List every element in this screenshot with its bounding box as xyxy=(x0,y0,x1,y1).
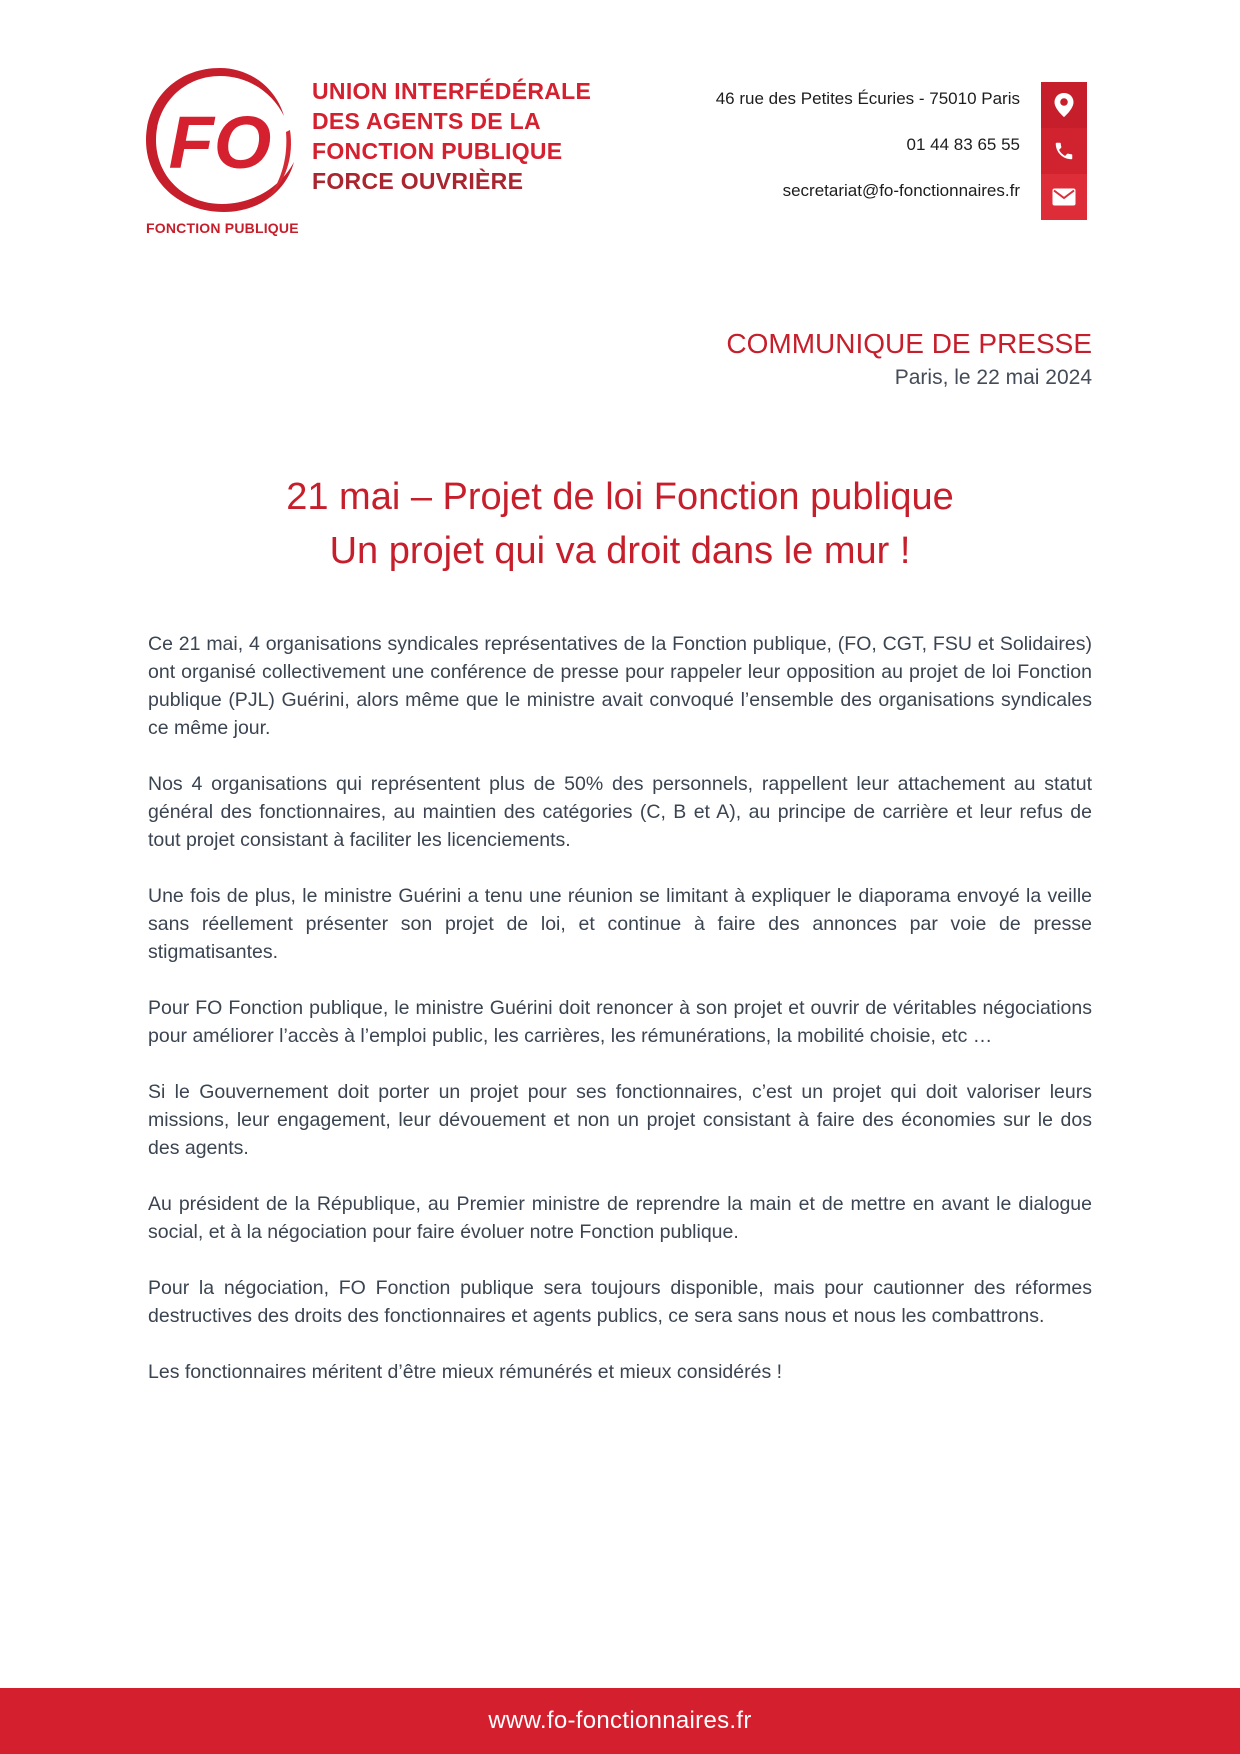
contact-address: 46 rue des Petites Écuries - 75010 Paris xyxy=(715,89,1020,108)
org-name-line: FONCTION PUBLIQUE xyxy=(312,138,563,164)
press-release-label: COMMUNIQUE DE PRESSE xyxy=(726,328,1092,359)
organization-name xyxy=(312,76,591,196)
body-paragraph: Ce 21 mai, 4 organisations syndicales représentatives de la Fonction publique, (FO, CGT, FSU et Solidaires) ont organisé collectivement une conférence de presse pour rappeler leur opposition au projet de loi Fonction publique (PJL) Guérini, alors même que le ministre avait convoqué l’ensemble des organisations syndicales ce même jour. xyxy=(148,633,1092,739)
phone-icon xyxy=(1041,128,1087,174)
press-release-body xyxy=(148,630,1092,1414)
fo-logo-mark xyxy=(140,60,300,220)
body-paragraph: Une fois de plus, le ministre Guérini a tenu une réunion se limitant à expliquer le diaporama envoyé la veille sans réellement présenter son projet de loi, et continue à faire des annonces par voie de presse stigmatisantes. xyxy=(148,885,1092,963)
body-paragraph: Les fonctionnaires méritent d’être mieux rémunérés et mieux considérés ! xyxy=(148,1361,783,1383)
fo-logo xyxy=(140,60,300,240)
logo-fo-text: FO xyxy=(168,101,272,184)
org-name-line: DES AGENTS DE LA xyxy=(312,108,541,134)
location-pin-icon xyxy=(1041,82,1087,128)
body-paragraph: Pour la négociation, FO Fonction publique sera toujours disponible, mais pour cautionner des réformes destructives des droits des fonctionnaires et agents publics, ce sera sans nous et nous les combattrons. xyxy=(148,1277,1092,1327)
body-paragraph: Nos 4 organisations qui représentent plus de 50% des personnels, rappellent leur attachement au statut général des fonctionnaires, au maintien des catégories (C, B et A), au principe de carrière et leur refus de tout projet consistant à faciliter les licenciements. xyxy=(148,773,1092,851)
footer-website-link[interactable]: www.fo-fonctionnaires.fr xyxy=(488,1707,752,1734)
contact-phone[interactable]: 01 44 83 65 55 xyxy=(906,135,1020,154)
contact-email[interactable]: secretariat@fo-fonctionnaires.fr xyxy=(782,181,1020,200)
org-name-line: FORCE OUVRIÈRE xyxy=(312,168,524,194)
page-title xyxy=(148,470,1092,578)
org-name-line: UNION INTERFÉDÉRALE xyxy=(312,78,592,104)
title-line-1: 21 mai – Projet de loi Fonction publique xyxy=(286,476,954,518)
title-line-2: Un projet qui va droit dans le mur ! xyxy=(329,530,911,572)
footer-bar xyxy=(0,1688,1240,1754)
mail-icon xyxy=(1041,174,1087,220)
press-release-date: Paris, le 22 mai 2024 xyxy=(894,366,1092,389)
contact-block xyxy=(716,88,1020,226)
contact-icons xyxy=(1041,82,1087,222)
logo-caption: FONCTION PUBLIQUE xyxy=(146,220,299,236)
body-paragraph: Au président de la République, au Premier ministre de reprendre la main et de mettre en avant le dialogue social, et à la négociation pour faire évoluer notre Fonction publique. xyxy=(148,1193,1092,1243)
body-paragraph: Si le Gouvernement doit porter un projet pour ses fonctionnaires, c’est un projet qui doit valoriser leurs missions, leur engagement, leur dévouement et non un projet consistant à faire des économies sur le dos des agents. xyxy=(148,1081,1092,1159)
body-paragraph: Pour FO Fonction publique, le ministre Guérini doit renoncer à son projet et ouvrir de véritables négociations pour améliorer l’accès à l’emploi public, les carrières, les rémunérations, la mobilité choisie, etc … xyxy=(148,997,1092,1047)
